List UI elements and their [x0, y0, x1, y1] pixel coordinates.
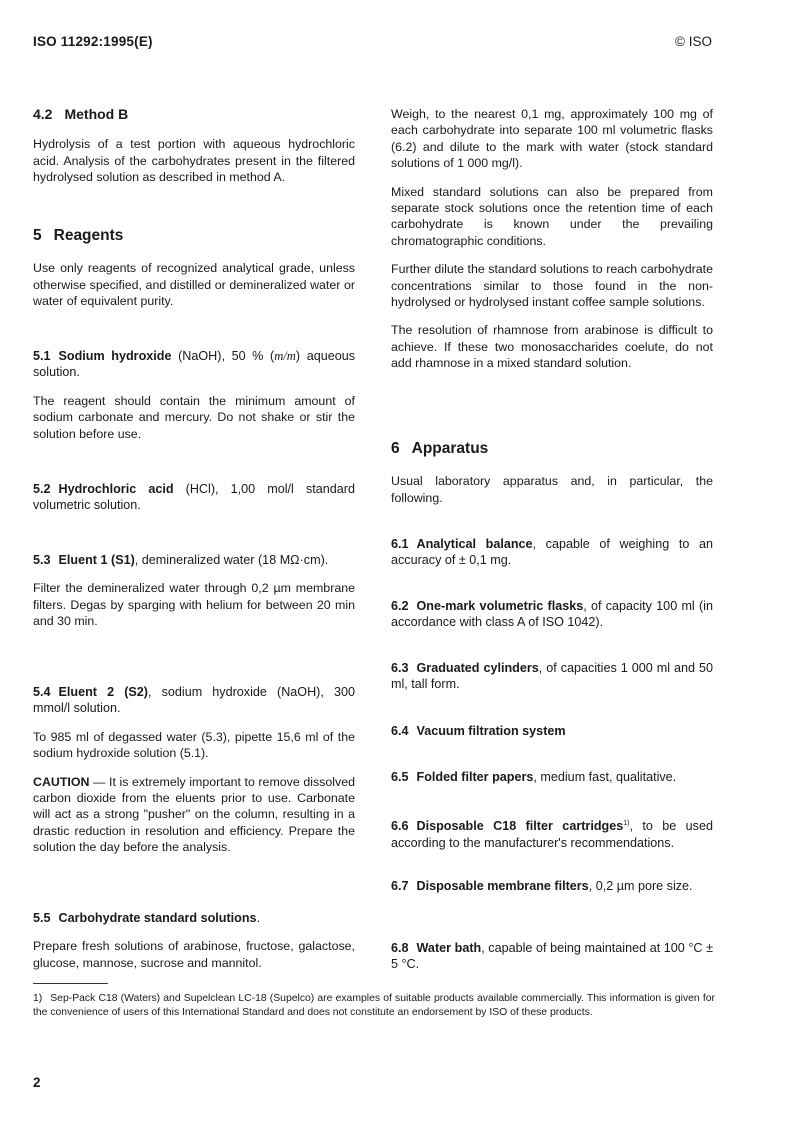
clause-5-4	[33, 684, 355, 856]
clause-5-2	[33, 481, 355, 514]
footnote-reference: 1)	[623, 820, 630, 827]
clause-5-3-text: Filter the demineralized water through 0,2 µm membrane filters. Degas by sparging with helium for between 20 min and 30 min.	[33, 581, 355, 629]
clause-rest: , of capacity 100 ml (in accordance with class A of ISO 1042).	[391, 599, 713, 630]
section-5-text: Use only reagents of recognized analytical grade, unless otherwise specified, and distilled or demineralized water or water of equivalent purity.	[33, 261, 355, 309]
footnote-divider	[33, 983, 108, 984]
clause-6-4	[391, 723, 713, 739]
clause-6-8	[391, 940, 713, 973]
paragraph-weigh: Weigh, to the nearest 0,1 mg, approximately 100 mg of each carbohydrate into separate 100 ml volumetric flasks (6.2) and dilute to the mark with water (stock standard solutions of 1 000 mg/l).	[391, 107, 713, 171]
footnote-text: Sep-Pack C18 (Waters) and Supelclean LC-18 (Supelco) are examples of suitable products available commercially. This information is given for the convenience of users of this International Standard and does not constitute an endorsement by ISO of these products.	[33, 993, 715, 1019]
clause-4-2-heading	[33, 106, 355, 122]
section-number: 5	[33, 227, 42, 244]
clause-number: 6.4	[391, 724, 409, 738]
clause-rest: .	[256, 911, 261, 925]
clause-number: 5.2	[33, 482, 51, 496]
section-5-heading	[33, 228, 355, 244]
section-number: 6	[391, 440, 400, 457]
clause-name: Disposable C18 filter cartridges	[416, 819, 624, 834]
clause-6-7-heading	[391, 878, 713, 894]
footnote	[33, 992, 715, 1020]
clause-number: 5.3	[33, 553, 51, 567]
clause-5-1-text: The reagent should contain the minimum amount of sodium carbonate and mercury. Do not shake or stir the solution before use.	[33, 393, 355, 441]
clause-rest: (NaOH), 50 % (	[171, 349, 275, 363]
paragraph-dilute: Further dilute the standard solutions to reach carbohydrate concentrations similar to those found in the non-hydrolysed or hydrolysed instant coffee sample solutions.	[391, 262, 713, 310]
clause-6-5-heading	[391, 769, 713, 785]
clause-rest: , capable of being maintained at 100 °C ± 5 °C.	[391, 941, 714, 972]
footnote-number: 1)	[33, 993, 43, 1004]
clause-4-2	[33, 106, 355, 186]
clause-5-1	[33, 348, 355, 442]
caution-text: — It is extremely important to remove dissolved carbon dioxide from the eluents prior to use. Carbonate will act as a strong "pusher" on the column, resulting in a drastic reduction in resolution and efficiency. Prepare the solution the day before the analysis.	[33, 774, 355, 855]
clause-5-5-heading	[33, 910, 355, 926]
clause-name: Water bath	[416, 941, 482, 955]
clause-rest: , 0,2 µm pore size.	[588, 879, 693, 893]
page-number: 2	[33, 1075, 41, 1090]
clause-number: 6.3	[391, 661, 409, 675]
clause-rest: , sodium hydroxide (NaOH), 300 mmol/l solution.	[33, 685, 355, 716]
clause-6-8-heading	[391, 940, 713, 973]
clause-number: 6.6	[391, 819, 409, 834]
section-5	[33, 228, 355, 310]
clause-5-3	[33, 552, 355, 630]
clause-6-2	[391, 598, 713, 631]
clause-5-1-heading	[33, 348, 355, 381]
clause-rest: , demineralized water (18 MΩ·cm).	[134, 553, 329, 567]
caution-note	[33, 774, 355, 856]
clause-rest: , to be used according to the manufacturer's recommendations.	[391, 819, 713, 850]
clause-name: One-mark volumetric flasks	[416, 599, 584, 613]
clause-number: 6.2	[391, 599, 409, 613]
clause-6-4-heading	[391, 723, 713, 739]
clause-6-7	[391, 878, 713, 894]
clause-number: 6.5	[391, 770, 409, 784]
clause-6-1-heading	[391, 536, 713, 569]
standard-number: ISO 11292:1995(E)	[33, 34, 153, 49]
clause-number: 6.8	[391, 941, 409, 955]
clause-rest: , capable of weighing to an accuracy of ± 0,1 mg.	[391, 537, 713, 568]
clause-name: Folded filter papers	[416, 770, 534, 784]
clause-number: 5.1	[33, 349, 51, 363]
clause-5-3-heading	[33, 552, 355, 568]
clause-number: 6.1	[391, 537, 409, 551]
section-title: Apparatus	[411, 440, 489, 457]
clause-6-5	[391, 769, 713, 785]
clause-name: Vacuum filtration system	[416, 724, 566, 738]
copyright-mark: © ISO	[675, 34, 712, 49]
clause-name: Carbohydrate standard solutions	[58, 911, 257, 925]
clause-6-3-heading	[391, 660, 713, 693]
clause-6-2-heading	[391, 598, 713, 631]
paragraph-mixed: Mixed standard solutions can also be prepared from separate stock solutions once the retention time of each carbohydrate is known under the prevailing chromatographic conditions.	[391, 184, 713, 248]
clause-6-1	[391, 536, 713, 569]
clause-5-4-heading	[33, 684, 355, 717]
clause-6-3	[391, 660, 713, 693]
clause-number: 6.7	[391, 879, 409, 893]
clause-6-6-heading	[391, 816, 713, 851]
clause-number: 5.5	[33, 911, 51, 925]
paragraph-rhamnose: The resolution of rhamnose from arabinose is difficult to achieve. If these two monosaccharides coelute, do not add rhamnose in a mixed standard solution.	[391, 323, 713, 371]
clause-name: Analytical balance	[416, 537, 533, 551]
clause-rest: ) aqueous solution.	[33, 349, 356, 380]
clause-name: Eluent 2 (S2)	[58, 685, 148, 699]
caution-label: CAUTION	[33, 774, 90, 789]
clause-number: 4.2	[33, 106, 53, 122]
standard-solutions-continued	[391, 106, 713, 372]
clause-rest: , of capacities 1 000 ml and 50 ml, tall form.	[391, 661, 713, 692]
section-title: Reagents	[53, 227, 124, 244]
clause-name: Disposable membrane filters	[416, 879, 589, 893]
section-6-text: Usual laboratory apparatus and, in particular, the following.	[391, 474, 713, 505]
clause-5-5-text: Prepare fresh solutions of arabinose, fructose, galactose, glucose, mannose, sucrose and mannitol.	[33, 939, 355, 970]
clause-number: 5.4	[33, 685, 51, 699]
clause-5-5	[33, 910, 355, 971]
clause-6-6	[391, 816, 713, 851]
clause-rest: (HCl), 1,00 mol/l standard volumetric solution.	[33, 482, 355, 513]
clause-name: Graduated cylinders	[416, 661, 539, 675]
clause-title: Method B	[64, 106, 129, 122]
unit-italic: m/m	[274, 349, 296, 363]
clause-name: Sodium hydroxide	[58, 349, 172, 363]
clause-name: Hydrochloric acid	[58, 482, 174, 496]
clause-rest: , medium fast, qualitative.	[533, 770, 677, 784]
section-6-heading	[391, 441, 713, 457]
clause-name: Eluent 1 (S1)	[58, 553, 135, 567]
clause-4-2-text: Hydrolysis of a test portion with aqueous hydrochloric acid. Analysis of the carbohydrates present in the filtered hydrolysed solution as described in method A.	[33, 137, 355, 185]
clause-5-2-heading	[33, 481, 355, 514]
section-6	[391, 441, 713, 506]
clause-5-4-text: To 985 ml of degassed water (5.3), pipette 15,6 ml of the sodium hydroxide solution (5.1).	[33, 729, 355, 761]
